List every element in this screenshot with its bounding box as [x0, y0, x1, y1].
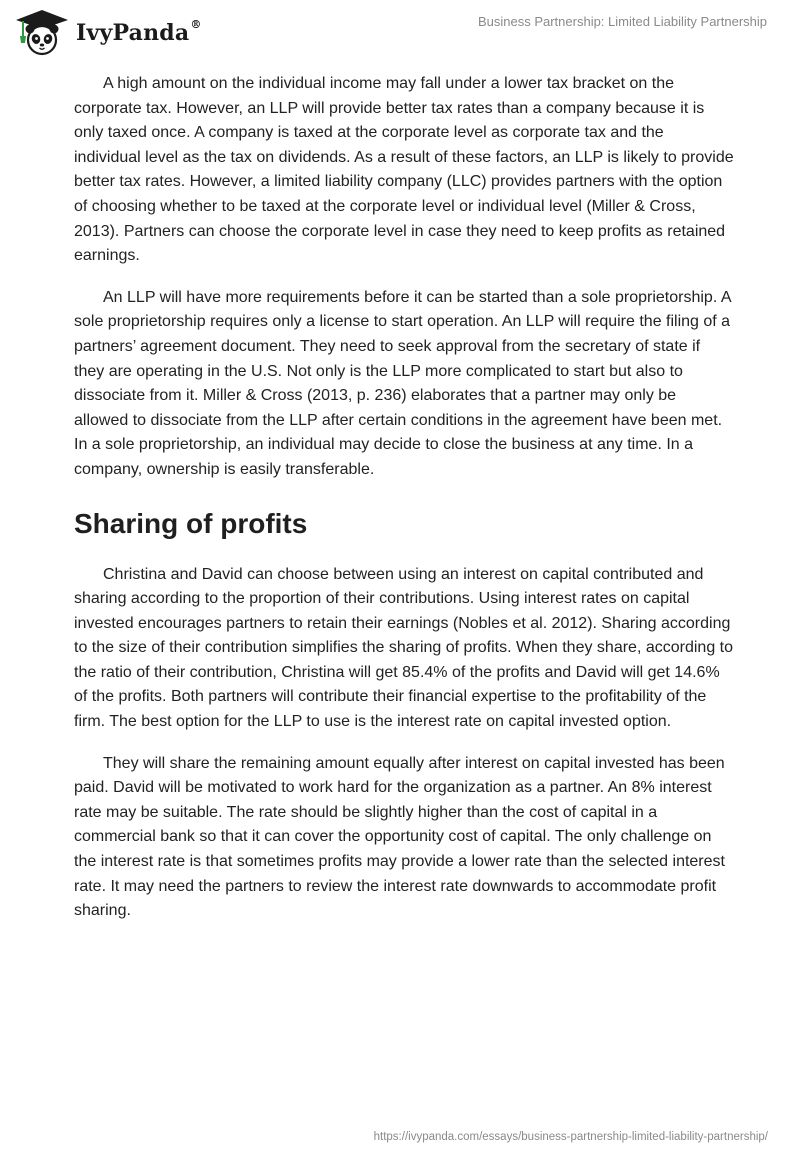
paragraph-tax-rates: A high amount on the individual income may fall under a lower tax bracket on the corporate tax. However, an LLP will provide better tax rates than a company because it is only taxed once. A company is taxed at the corporate level as corporate tax and the individual level as the tax on dividends. As a result of these factors, an LLP is likely to provide better tax rates. However, a limited liability company (LLC) provides partners with the option of choosing whether to be taxed at the corporate level or individual level (Miller & Cross, 2013). Partners can choose the corporate level in case they need to keep profits as retained earnings. [74, 75, 734, 265]
page-header [0, 0, 800, 62]
logo-name: IvyPanda [76, 20, 190, 46]
paragraph-sharing-options: Christina and David can choose between using an interest on capital contributed and sharing according to the proportion of their contributions. Using interest rates on capital invested encourages partners to retain their earnings (Nobles et al. 2012). Sharing according to the size of their contribution simplifies the sharing of profits. When they share, according to the ratio of their contribution, Christina will get 85.4% of the profits and David will get 14.6% of the profits. Both partners will contribute their financial expertise to the profitability of the firm. The best option for the LLP to use is the interest rate on capital invested option. [74, 565, 733, 731]
paragraph-requirements: An LLP will have more requirements before it can be started than a sole proprietorship. A sole proprietorship requires only a license to start operation. An LLP will require the filing of a partners’ agreement document. They need to seek approval from the secretary of state if they are operating in the U.S. Not only is the LLP more complicated to start but also to dissociate from it. Miller & Cross (2013, p. 236) elaborates that a partner may only be allowed to dissociate from the LLP after certain conditions in the agreement have been met. In a sole proprietorship, an individual may decide to close the business at any time. In a company, ownership is easily transferable. [74, 288, 731, 478]
essay-body [74, 72, 734, 941]
ivypanda-logo[interactable] [14, 8, 202, 56]
source-url[interactable]: https://ivypanda.com/essays/business-partnership-limited-liability-partnership/ [373, 1131, 768, 1143]
panda-graduate-icon [14, 8, 70, 56]
document-title: Business Partnership: Limited Liability Partnership [477, 14, 767, 29]
section-heading: Sharing of profits [74, 507, 308, 539]
logo-wordmark [76, 17, 202, 46]
paragraph-interest-rate: They will share the remaining amount equally after interest on capital invested has been paid. David will be motivated to work hard for the organization as a partner. An 8% interest rate may be suitable. The rate should be slightly higher than the cost of capital in a commercial bank so that it can cover the opportunity cost of capital. The only challenge on the interest rate is that sometimes profits may provide a lower rate than the selected interest rate. It may need the partners to review the interest rate downwards to accommodate profit sharing. [74, 754, 725, 920]
registered-mark: ® [190, 17, 202, 31]
